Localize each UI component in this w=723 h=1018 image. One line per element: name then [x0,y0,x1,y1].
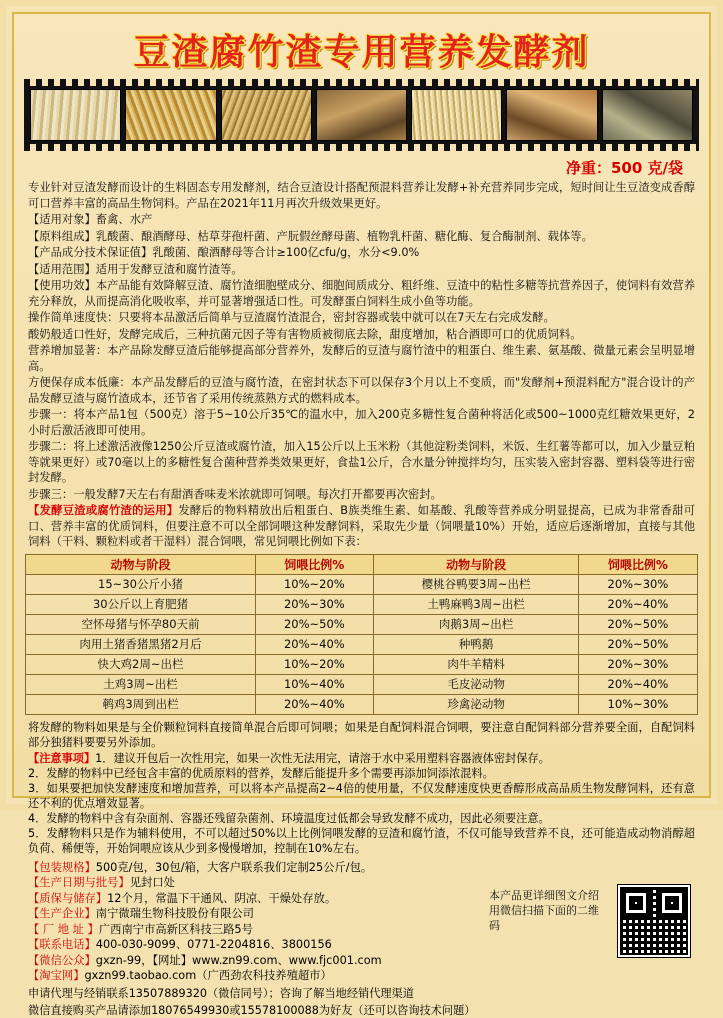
cell-ratio-left: 20%~30% [255,594,373,614]
spec-value: 乳酸菌、酿酒酵母等合计≥100亿cfu/g，水分<9.0% [152,246,420,259]
photo-frame [221,89,312,141]
effect-item-1: 操作简单速度快：只要将本品激活后简单与豆渣腐竹渣混合，密封容器或装中就可以在7天左右完成发酵。 [28,311,555,324]
cell-animal-left: 15~30公斤小猪 [26,574,255,594]
cautions-label: 【注意事项】 [28,751,96,765]
spec-label: 【适用范围】 [28,262,96,276]
table-row [26,594,697,614]
table-row [26,674,697,694]
effect-item-2: 酸奶般适口性好，发酵完成后，三种抗菌元因子等有害物质被彻底去除，甜度增加，粘合酒即可口的优质饲料。 [28,327,582,341]
table-row [26,614,697,634]
usage-step-2: 步骤二：将上述激活液像1250公斤豆渣或腐竹渣，加入15公斤以上玉米粉（其他淀粉类饲料，米饭、生红薯等都可以，加入少量豆粕等就果更好）或70毫以上的多糖性复合菌种营养类效果更好，食盐1公斤，合水量分钟搅拌均匀，压实装入密封容器、塑料袋等进行密封发酵。 [28,440,695,484]
after-table-note: 将发酵的物料如果是与全价颗粒饲料直接简单混合后即可饲喂；如果是自配饲料混合饲喂，要注意自配饲料部分营养要全面，自配饲料部分独猪料要要另外添加。 [28,720,695,749]
cell-animal-right: 樱桃谷鸭要3周~出栏 [374,574,579,594]
caution-item-1: 1．建议开包后一次性用完，如果一次性无法用完，请溶于水中采用塑料容器液体密封保存。 [95,751,550,765]
info-label: 【包装规格】 [28,860,96,874]
info-label: 【质保与储存】 [28,891,108,905]
info-value: 400-030-9099、0771-2204816、3800156 [95,938,332,951]
spec-scope [28,262,695,278]
fermented-usage-label: 【发酵豆渣或腐竹渣的运用】 [28,504,179,517]
spec-ingredients [28,229,695,245]
agent-contact-line-2: 微信直接购买产品请添加18076549930或15578100088为好友（还可以咨询技术问题） [28,1003,476,1017]
cell-animal-left: 鹌鸡3周到出栏 [26,694,255,714]
cell-ratio-right: 20%~30% [579,574,697,594]
photo-frame [30,89,121,141]
usage-header: 方便保存成本低廉：本产品发酵后的豆渣与腐竹渣，在密封状态下可以保存3个月以上不变质，而"发酵剂+预混料配方"混合设计的产品发酵豆渣与腐竹渣成本，还节省了采用传统蒸熟方式的燃料成本。 [28,376,695,405]
spec-label: 【原料组成】 [28,229,96,243]
table-row [26,634,697,654]
spec-guaranteed-analysis [28,245,695,261]
cell-animal-left: 快大鸡2周~出栏 [26,654,255,674]
info-label: 【生产日期与批号】 [28,876,130,889]
bottom-info-block [22,860,701,984]
cell-animal-right: 肉牛羊精料 [374,654,579,674]
spec-value: 适用于发酵豆渣和腐竹渣等。 [95,262,243,276]
cell-animal-right: 肉鹅3周~出栏 [374,614,579,634]
qr-instruction-text: 本产品更详细图文介绍用微信扫描下面的二维码 [489,888,599,932]
column-header-animal-right: 动物与阶段 [374,554,579,574]
info-label: 【联系电话】 [28,938,96,951]
cautions-label-line [28,751,695,766]
intro-paragraph: 专业针对豆渣发酵而设计的生料固态专用发酵剂，结合豆渣设计搭配预混料营养让发酵+补充营养同步完成，短时间让生豆渣变成香醇可口营养丰富的高品生物饲料。产品在2021年11月再次升级效果更好。 [28,181,695,210]
table-row [26,574,697,594]
body-text-block [22,180,701,550]
cell-animal-left: 土鸡3周~出栏 [26,674,255,694]
caution-item-3-line: 3．如果要把加快发酵速度和增加营养，可以将本产品提高2~4倍的使用量，不仅发酵速度快更香醇形成高品质生物发酵饲料，还有意还不利的优点增效显著。 [28,781,695,810]
table-row [26,694,697,714]
photo-frame [316,89,407,141]
photo-frame [602,89,693,141]
info-label: 【 厂 地 址 】 [28,922,99,936]
fermented-usage-paragraph [28,503,695,550]
qr-code[interactable] [617,884,691,958]
qr-code-pattern [620,887,688,955]
spec-effects [28,278,695,309]
spec-label: 【使用功效】 [28,279,96,292]
agent-contact-line-1: 申请代理与经销联系13507889320（微信同号）；咨询了解当地经销代理渠道 [28,986,414,1000]
cell-ratio-left: 10%~20% [255,654,373,674]
cell-ratio-right: 10%~30% [579,694,697,714]
cell-animal-right: 毛皮泌动物 [374,674,579,694]
table-header-row [26,554,697,574]
photo-filmstrip [24,79,699,151]
title-area [22,24,701,75]
info-value: 广西南宁市高新区科技三路5号 [98,922,253,936]
info-value: 12个月，常温下干通风、阴凉、干燥处存放。 [107,891,337,905]
info-packaging [28,860,695,876]
info-value: 南宁微瑞生物科技股份有限公司 [95,907,254,920]
cell-ratio-right: 20%~50% [579,634,697,654]
cell-ratio-left: 20%~40% [255,634,373,654]
cell-animal-left: 30公斤以上育肥猪 [26,594,255,614]
info-value: 500克/包，30包/箱，大客户联系我们定制25公斤/包。 [95,860,373,874]
column-header-ratio-left: 饲喂比例% [255,554,373,574]
net-weight: 净重：500 克/袋 [565,159,683,177]
table-row [26,654,697,674]
caution-item-4-line: 4．发酵的物料中含有杂面剂、容器还残留杂菌剂、环境温度过低都会导致发酵不成功，因此必须要注意。 [28,811,550,825]
spec-value: 乳酸菌、酿酒酵母、枯草芽孢杆菌、产朊假丝酵母菌、植物乳杆菌、糖化酶、复合酶制剂、载体等。 [95,229,593,243]
usage-step-1: 步骤一：将本产品1包（500克）溶于5~10公斤35℃的温水中，加入200克多糖性复合菌种将活化或500~1000克红糖效果更好，2小时后激活液即可使用。 [28,408,695,437]
info-value: gxzn-99，【网址】www.zn99.com、www.fjc001.com [95,953,382,967]
caution-item-5-line: 5．发酵物料只是作为辅料使用，不可以超过50%以上比例饲喂发酵的豆渣和腐竹渣，不仅可能导致营养不良，还可能造成动物消醇超负荷、稀便等，开始饲喂应该从少到多慢慢增加，控制在10%左右。 [28,826,695,855]
info-value: 见封口处 [129,876,175,889]
spec-label: 【产品成分技术保证值】 [28,246,153,259]
feeding-ratio-table [25,554,697,715]
caution-item-2-line: 2．发酵的物料中已经包含丰富的优质原料的营养，发酵后能提升多个需要再添加饲添浓混料。 [28,766,494,780]
photo-frame [125,89,216,141]
cell-animal-right: 土鸭麻鸭3周~出栏 [374,594,579,614]
cell-animal-right: 珍禽泌动物 [374,694,579,714]
photo-frame [506,89,597,141]
cell-ratio-left: 10%~40% [255,674,373,694]
effect-item-3: 营养增加显著：本产品除发酵豆渣后能够提高部分营养外，发酵后的豆渣与腐竹渣中的粗蛋白、维生素、氨基酸、微量元素会呈明显增高。 [28,344,695,373]
notes-block [22,718,701,856]
cell-ratio-left: 10%~20% [255,574,373,594]
photo-frame [411,89,502,141]
spec-label: 【适用对象】 [28,213,96,226]
info-label: 【生产企业】 [28,907,96,920]
cell-ratio-right: 20%~40% [579,674,697,694]
info-wechat-website[interactable] [28,953,695,969]
info-label: 【淘宝网】 [28,969,85,982]
cell-animal-left: 肉用土猪香猪黑猪2月后 [26,634,255,654]
cell-animal-left: 空怀母猪与怀孕80天前 [26,614,255,634]
column-header-ratio-right: 饲喂比例% [579,554,697,574]
info-label: 【微信公众】 [28,953,96,967]
cell-animal-right: 种鸭鹅 [374,634,579,654]
cell-ratio-left: 20%~50% [255,614,373,634]
spec-value: 本产品能有效降解豆渣、腐竹渣细胞壁成分、细胞间质成分、粗纤维、豆渣中的粘性多糖等抗营养因子，使饲料有效营养充分释放，从而提高消化吸收率，并可显著增强适口性。可发酵蛋白饲料生成小鱼等功能。 [28,279,695,308]
cell-ratio-right: 20%~30% [579,654,697,674]
cell-ratio-right: 20%~50% [579,614,697,634]
fermented-usage-text: 发酵后的物料精放出后粗蛋白、B族类维生素、如基酸、乳酸等营养成分明显提高，已成为非常香甜可口、营养丰富的优质饲料，但要注意不可以全部饲喂这种发酵饲料，采取先少量（饲喂量10%）开始，适应后逐渐增加，直接与其他饲料（干料、颗粒料或者干湿料）混合饲喂，常见饲喂比例如下表： [28,504,695,548]
info-taobao[interactable] [28,968,695,984]
label-inner-border [12,12,711,1017]
cell-ratio-right: 20%~40% [579,594,697,614]
spec-applicable-objects [28,212,695,228]
info-value: gxzn99.taobao.com（广西劲农科技养殖超市） [84,969,332,982]
page-title: 豆渣腐竹渣专用营养发酵剂 [133,32,590,73]
info-phone[interactable] [28,937,695,953]
cell-ratio-left: 20%~40% [255,694,373,714]
column-header-animal-left: 动物与阶段 [26,554,255,574]
spec-value: 畜禽、水产 [95,213,153,226]
usage-step-3: 步骤三：一般发酵7天左右有甜酒香味麦米浓就即可饲喂。每次打开都要再次密封。 [28,487,442,501]
